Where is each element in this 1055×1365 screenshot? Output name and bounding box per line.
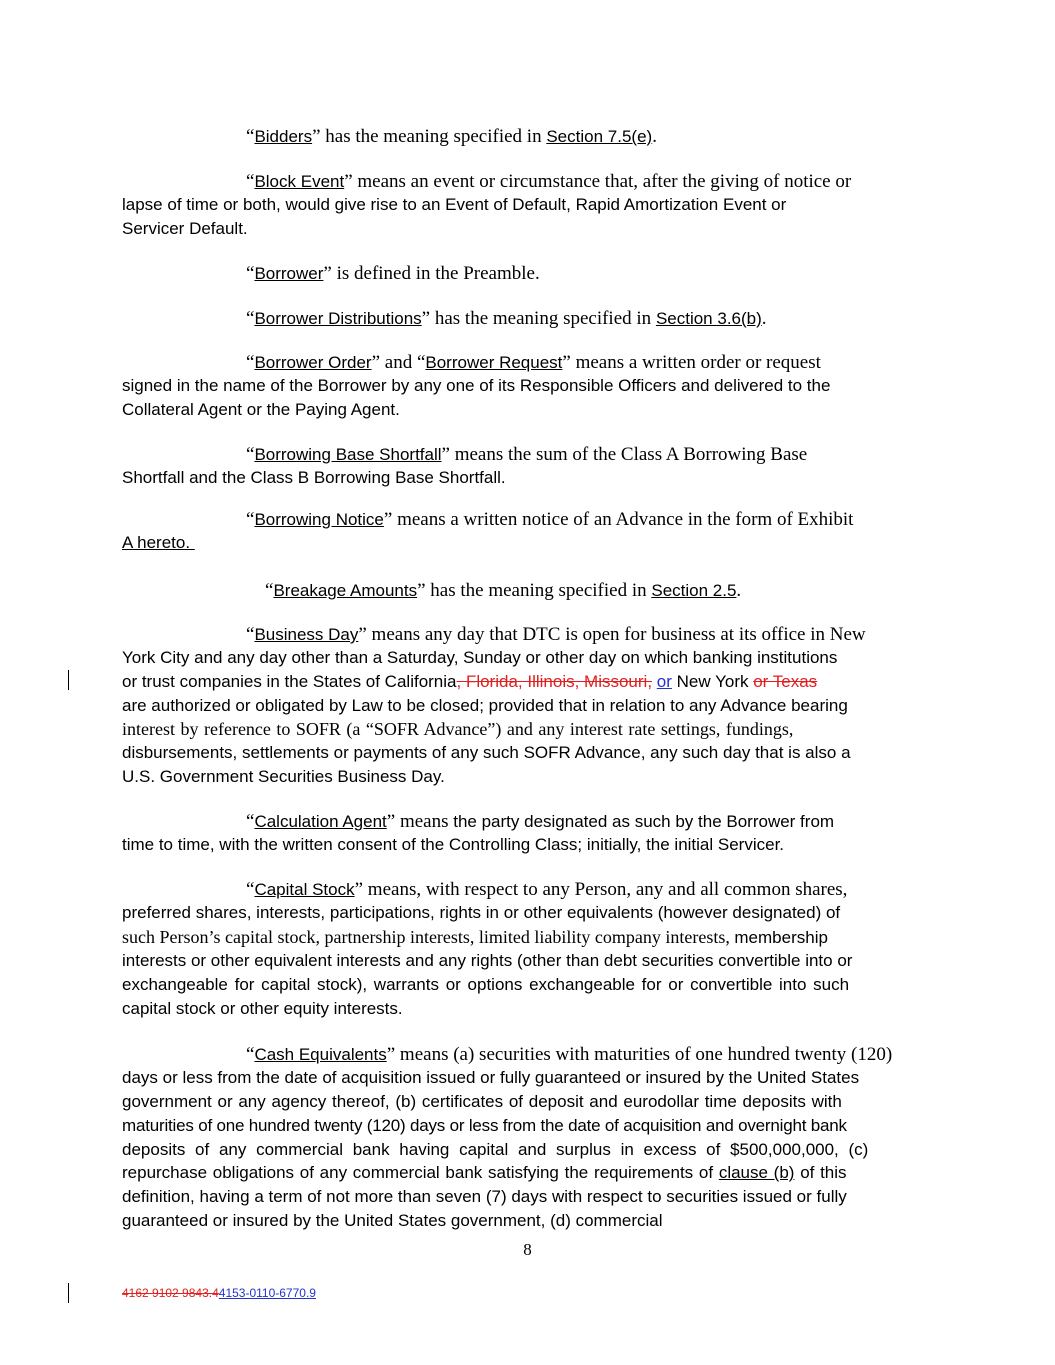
document-footer <box>122 1286 316 1300</box>
definition-text: guaranteed or insured by the United States government, (d) commercial <box>122 1211 663 1230</box>
definition-text: membership <box>734 928 828 947</box>
definition-breakage-amounts: “Breakage Amounts” has the meaning specified in Section 2.5. <box>265 580 742 601</box>
definition-text: capital stock or other equity interests. <box>122 999 403 1018</box>
definition-bidders: “Bidders” has the meaning specified in Section 7.5(e). <box>246 126 657 147</box>
clause-reference: clause (b) <box>718 1163 795 1182</box>
defined-term: Borrower <box>254 264 324 283</box>
definition-text: are authorized or obligated by Law to be closed; provided that in relation to any Advance bearing <box>122 696 848 715</box>
definition-borrower-distributions: “Borrower Distributions” has the meaning specified in Section 3.6(b). <box>246 308 767 329</box>
deleted-doc-id: 4162 9102 9843.4 <box>122 1286 219 1300</box>
definition-text: ” means, with respect to any Person, any and all common shares, <box>354 879 848 900</box>
definition-text: time to time, with the written consent of the Controlling Class; initially, the initial Servicer. <box>122 835 785 854</box>
definition-text: ” means a written order or request <box>562 352 821 373</box>
definition-borrower: “Borrower” is defined in the Preamble. <box>246 263 540 284</box>
defined-term: Borrower Request <box>425 353 563 372</box>
definition-text: such Person’s capital stock, partnership interests, limited liability company interests, <box>122 927 730 947</box>
definition-text: signed in the name of the Borrower by any one of its Responsible Officers and delivered to the <box>122 376 831 395</box>
definition-text: maturities of one hundred twenty (120) days or less from the date of acquisition and overnight bank <box>122 1116 847 1135</box>
definition-text: Servicer Default. <box>122 219 248 238</box>
definition-text: preferred shares, interests, participations, rights in or other equivalents (however designated) of <box>122 903 841 922</box>
definition-text: definition, having a term of not more than seven (7) days with respect to securities issued or fully <box>122 1187 847 1206</box>
definition-text: Shortfall and the Class B Borrowing Base Shortfall. <box>122 468 506 487</box>
defined-term: Capital Stock <box>254 880 355 899</box>
change-bar <box>68 670 69 690</box>
definition-text: lapse of time or both, would give rise to an Event of Default, Rapid Amortization Event or <box>122 195 787 214</box>
definition-text: repurchase obligations of any commercial bank satisfying the requirements of <box>122 1163 714 1182</box>
definition-text: ” means the sum of the Class A Borrowing Base <box>441 444 808 465</box>
change-bar <box>68 1283 69 1303</box>
definition-text: ” means a written notice of an Advance in the form of Exhibit <box>383 509 854 530</box>
defined-term: Calculation Agent <box>254 812 387 831</box>
definition-text: disbursements, settlements or payments of any such SOFR Advance, any such day that is also a <box>122 743 851 762</box>
defined-term: Bidders <box>254 127 313 146</box>
defined-term: Block Event <box>254 172 345 191</box>
inserted-text: or <box>656 672 672 691</box>
defined-term: Cash Equivalents <box>254 1045 387 1064</box>
defined-term: Borrower Order <box>254 353 372 372</box>
defined-term: Borrowing Notice <box>254 510 384 529</box>
document-page: “Bidders” has the meaning specified in Section 7.5(e). “Block Event” means an event or circumstance that, after the giving of notice or lapse of time or both, would give rise to an Event of Default, Rapid Amortization Event or Servicer Default. “Borrower” is defined in the Preamble. “Borrower Distributions” has the meaning specified in Section 3.6(b). “Borrower Order” and “Borrower Request” means a written order or request signed in the name of the Borrower by any one of its Responsible Officers and delivered to the Collateral Agent or the Paying Agent. “Borrowing Base Shortfall” means the sum of the Class A Borrowing Base Shortfall and the Class B Borrowing Base Shortfall. “Borrowing Notice” means a written notice of an Advance in the form of Exhibit A hereto. “Breakage Amounts” has the meaning specified in Section 2.5. “Business Day” means any day that DTC is open for business at its office in New York City and any day other than a Saturday, Sunday or other day on which banking institutions or trust companies in the States of California, Florida, Illinois, Missouri, or New York or Texas are authorized or obligated by Law to be closed; provided that in relation to any Advance bearing interest by reference to SOFR (a “SOFR Advance”) and any interest rate settings, fundings, disbursements, settlements or payments of any such SOFR Advance, any such day that is also a U.S. Government Securities Business Day. “Calculation Agent” means the party designated as such by the Borrower from time to time, with the written consent of the Controlling Class; initially, the initial Servicer. “Capital Stock” means, with respect to any Person, any and all common shares, preferred shares, interests, participations, rights in or other equivalents (however designated) of such Person’s capital stock, partnership interests, limited liability company interests, membership interests or other equivalent interests and any rights (other than debt securities convertible into or exchangeable for capital stock), warrants or options exchangeable for or convertible into such capital stock or other equity interests. “Cash Equivalents” means (a) securities with maturities of one hundred twenty (120) days or less from the date of acquisition issued or fully guaranteed or insured by the United States government or any agency thereof, (b) certificates of deposit and eurodollar time deposits with maturities of one hundred twenty (120) days or less from the date of acquisition and overnight bank deposits of any commercial bank having capital and surplus in excess of $500,000,000, (c) repurchase obligations of any commercial bank satisfying the requirements of clause (b) of this definition, having a term of not more than seven (7) days with respect to securities issued or fully guaranteed or insured by the United States government, (d) commercial 8 4162 9102 9843.44153-0110-6770.9 <box>0 0 1055 1365</box>
defined-term: Borrowing Base Shortfall <box>254 445 442 464</box>
definition-text: York City and any day other than a Saturday, Sunday or other day on which banking institutions <box>122 648 838 667</box>
section-reference: Section 7.5(e) <box>546 127 653 146</box>
section-reference: Section 3.6(b) <box>655 309 762 328</box>
definition-text: of this <box>800 1163 847 1182</box>
definition-text: interest by reference to SOFR (a “SOFR Advance”) and any interest rate settings, fundings, <box>122 719 794 739</box>
page-number: 8 <box>523 1240 532 1259</box>
definition-text: ” means <box>386 811 449 832</box>
punctuation: . <box>652 126 657 147</box>
definition-text: or trust companies in the States of California <box>122 672 457 691</box>
definition-text: ” means any day that DTC is open for business at its office in New <box>358 624 866 645</box>
punctuation: . <box>761 308 767 329</box>
definition-text: ” has the meaning specified in <box>312 126 547 147</box>
definition-text: Collateral Agent or the Paying Agent. <box>122 400 400 419</box>
definition-text: the party designated as such by the Borrower from <box>453 812 835 831</box>
definition-text: deposits of any commercial bank having capital and surplus in excess of $500,000,000, (c) <box>122 1140 869 1159</box>
definition-text: government or any agency thereof, (b) certificates of deposit and eurodollar time deposits with <box>122 1092 842 1111</box>
defined-term: Borrower Distributions <box>254 309 422 328</box>
punctuation: . <box>736 580 742 601</box>
section-reference: Section 2.5 <box>651 581 737 600</box>
deleted-text: , Florida, Illinois, Missouri, <box>456 672 653 691</box>
definition-text: ” means an event or circumstance that, after the giving of notice or <box>344 171 852 192</box>
definition-text: ” and “ <box>371 352 426 373</box>
defined-term: Breakage Amounts <box>273 581 418 600</box>
definition-text: ” means (a) securities with maturities of one hundred twenty (120) <box>386 1044 893 1065</box>
definition-text: ” is defined in the Preamble. <box>323 263 540 284</box>
definition-text: days or less from the date of acquisition issued or fully guaranteed or insured by the United States <box>122 1068 860 1087</box>
defined-term: Business Day <box>254 625 359 644</box>
definition-text: U.S. Government Securities Business Day. <box>122 767 445 786</box>
definition-text: exchangeable for capital stock), warrants or options exchangeable for or convertible into such <box>122 975 850 994</box>
definition-text: ” has the meaning specified in <box>421 308 656 329</box>
inserted-doc-id: 4153-0110-6770.9 <box>218 1286 316 1300</box>
deleted-text: or Texas <box>753 672 818 691</box>
definition-text: ” has the meaning specified in <box>417 580 652 601</box>
definition-text: interests or other equivalent interests and any rights (other than debt securities convertible into or <box>122 951 853 970</box>
definition-text: New York <box>676 672 749 691</box>
exhibit-reference: A hereto. <box>122 533 195 552</box>
